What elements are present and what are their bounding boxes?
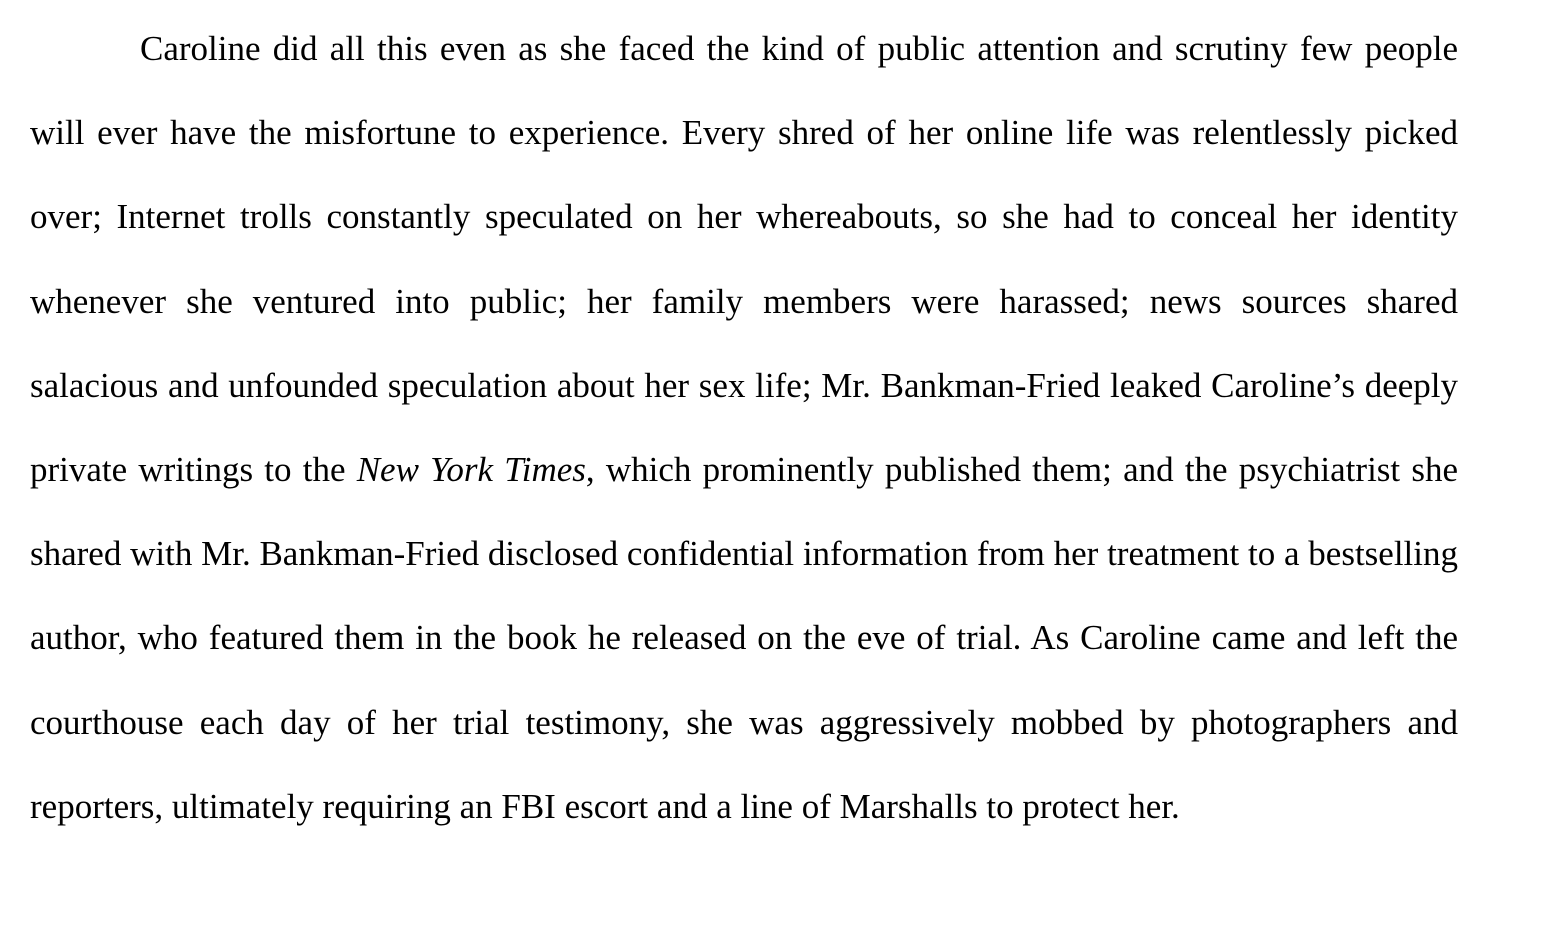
- body-paragraph: [30, 7, 1458, 849]
- paragraph-text-part-2: , which prominently published them; and the psychiatrist she shared with Mr. Bankman-Fried disclosed confidential information from her treatment to a bestselling author, who featured them in the book he released on the eve of trial. As Caroline came and left the courthouse each day of her trial testimony, she was aggressively mobbed by photographers and reporters, ultimately requiring an FBI escort and a line of Marshalls to protect her.: [30, 450, 1458, 826]
- paragraph-text-part-1: Caroline did all this even as she faced the kind of public attention and scrutiny few people will ever have the misfortune to experience. Every shred of her online life was relentlessly picked over; Internet trolls constantly speculated on her whereabouts, so she had to conceal her identity whenever she ventured into public; her family members were harassed; news sources shared salacious and unfounded speculation about her sex life; Mr. Bankman-Fried leaked Caroline’s deeply private writings to the: [30, 29, 1458, 490]
- newspaper-title-italic: New York Times: [356, 450, 586, 490]
